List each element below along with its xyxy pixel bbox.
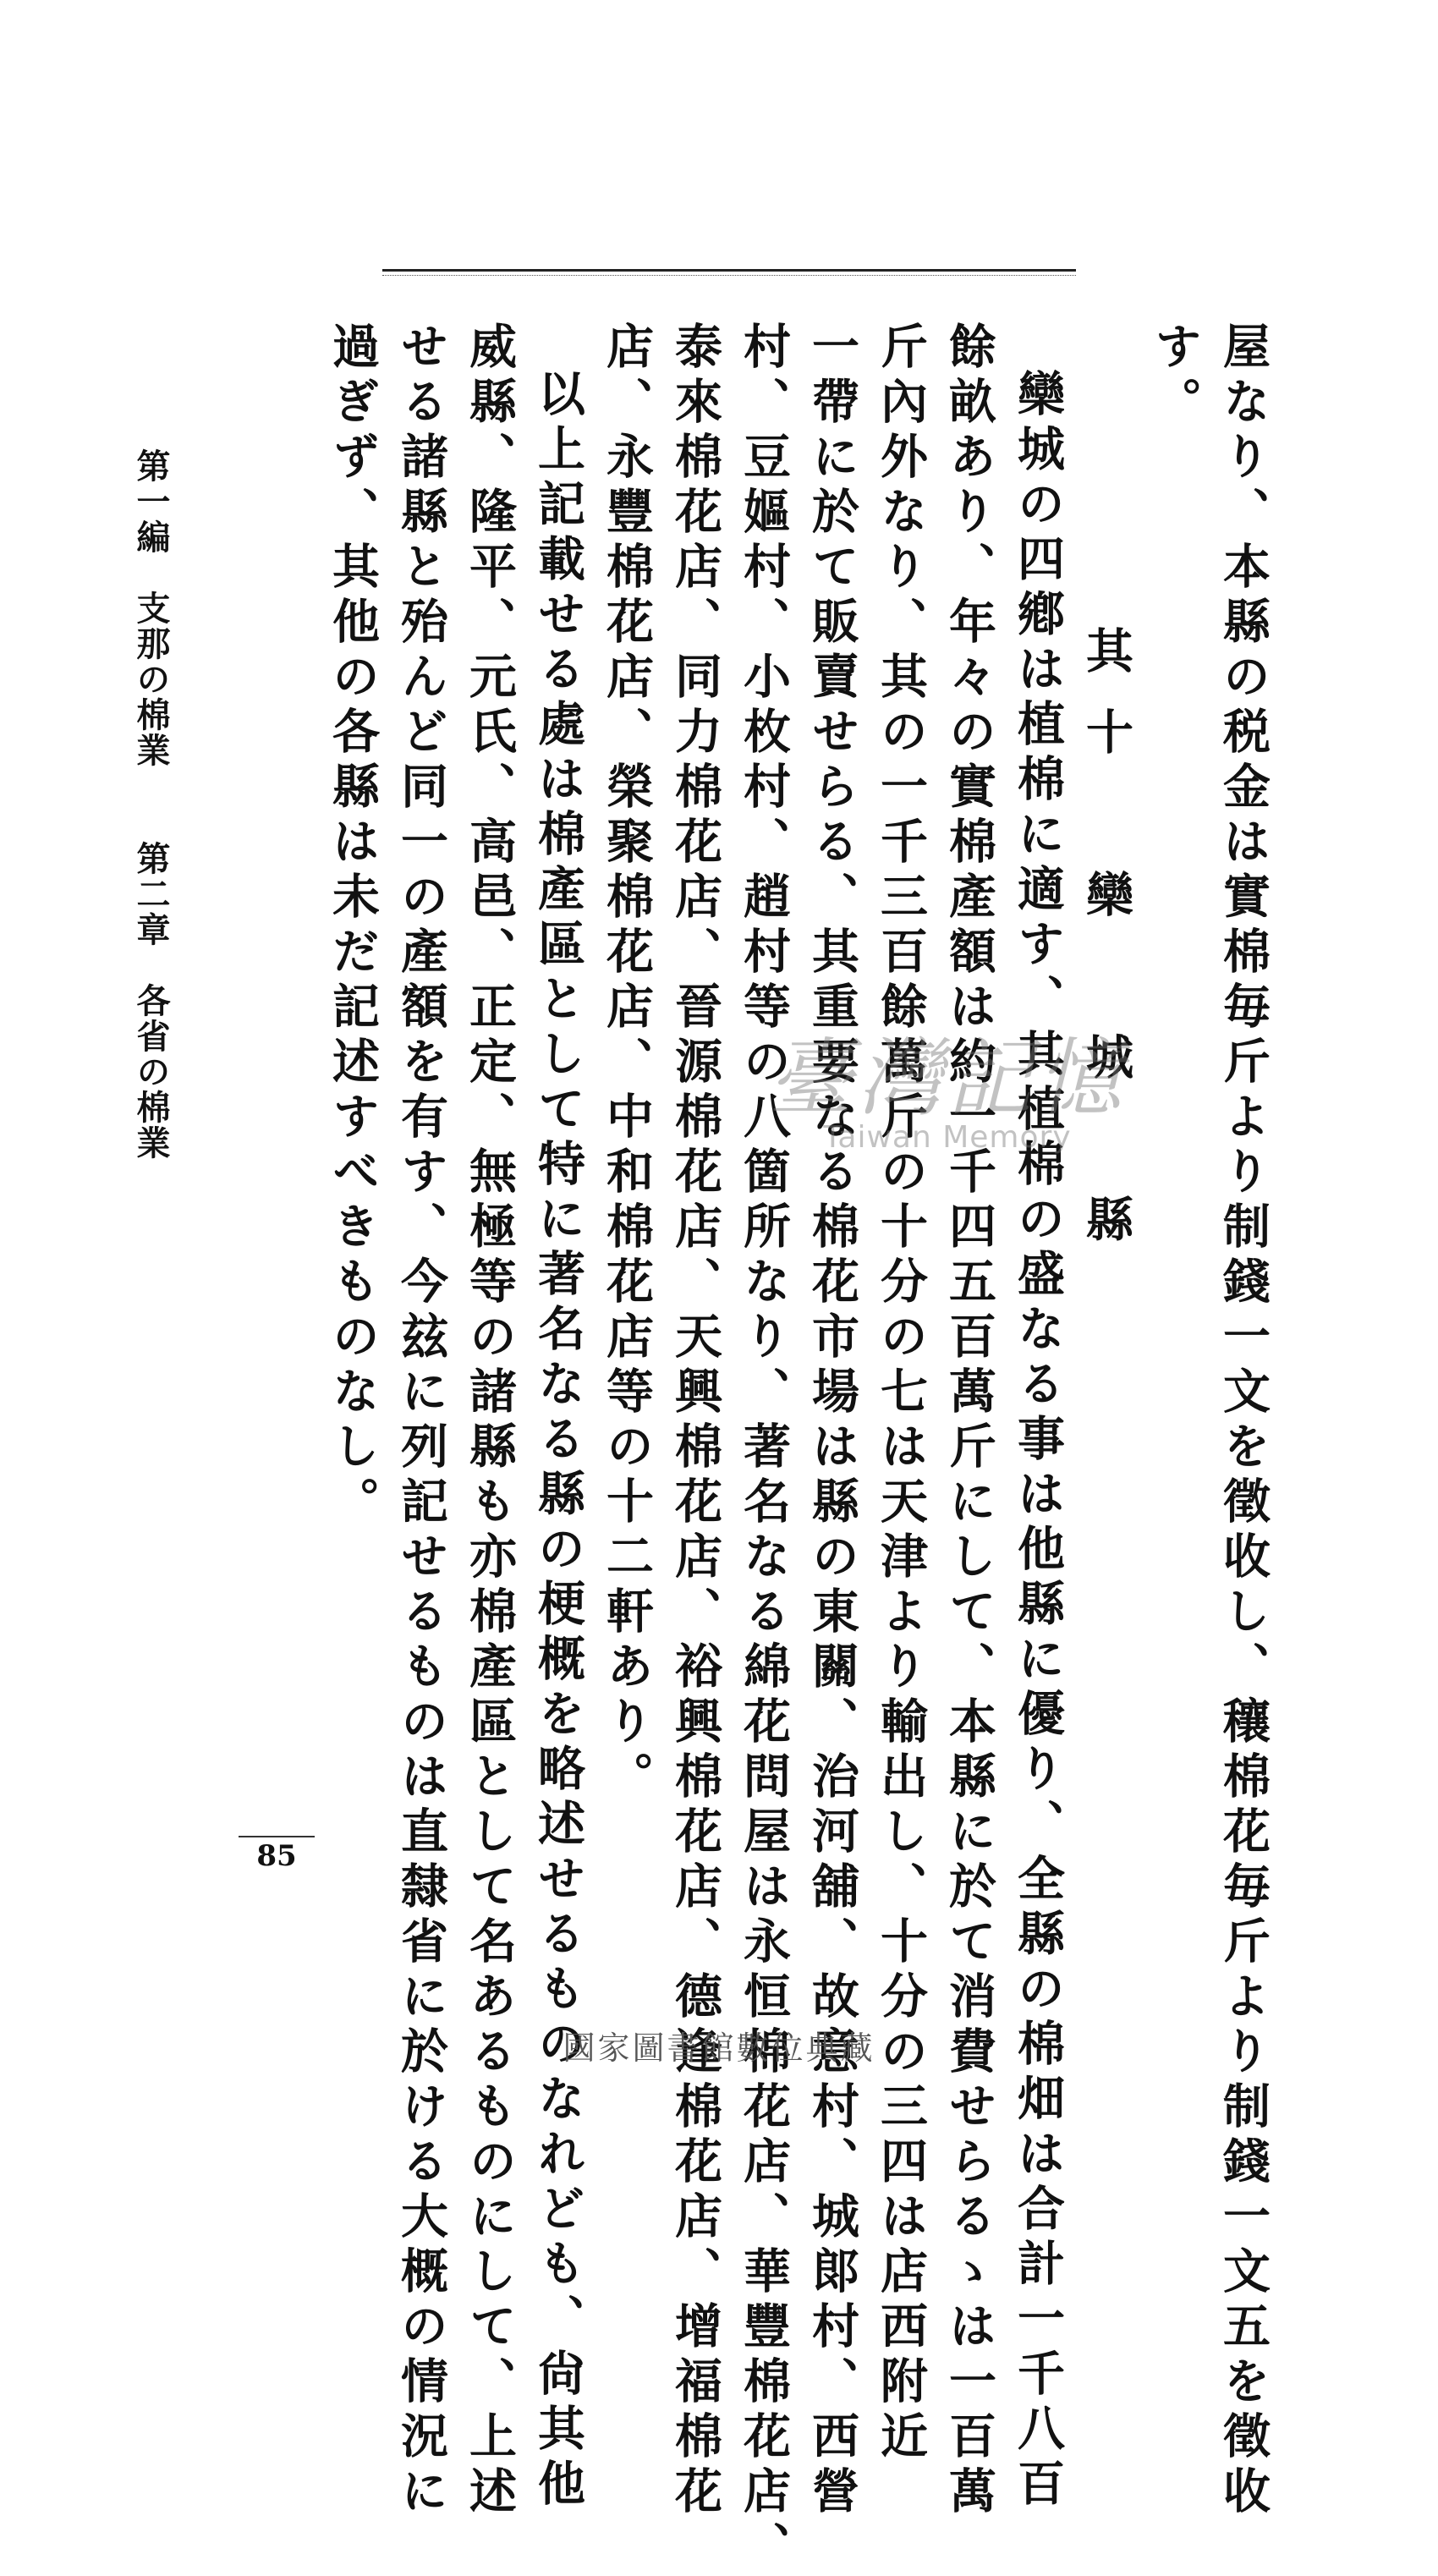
text-line: 一帶に於て販賣せらる、其重要なる棉花市場は縣の東關、治河舖、故意村、城郞村、西營 [804, 321, 860, 2521]
watermark-english: Taiwan Memory [823, 1120, 1072, 1155]
running-header [127, 448, 175, 1220]
text-line: せる諸縣と殆んど同一の產額を有す、今玆に列記せるものは直隸省に於ける大概の情況に [393, 321, 449, 2521]
text-line: 村、豆嫗村、小枚村、趙村等の八箇所なり、著名なる綿花問屋は永恒棉花店、華豐棉花店、 [736, 321, 792, 2576]
section-heading: 其十 欒 城 縣 [1078, 626, 1134, 1276]
running-header-chapter: 第二章 各省の棉業 [131, 840, 171, 1161]
top-rule-divider [382, 269, 1076, 272]
text-line: 泰來棉花店、同力棉花店、晉源棉花店、天興棉花店、裕興棉花店、德逢棉花店、增福棉花 [667, 321, 723, 2521]
text-line: 威縣、隆平、元氏、高邑、正定、無極等の諸縣も亦棉產區として名あるものにして、上述 [462, 321, 518, 2521]
page-number: 85 [239, 1836, 315, 1873]
text-line: 店、永豐棉花店、榮聚棉花店、中和棉花店等の十二軒あり。 [599, 321, 655, 1806]
text-line: 欒城の四鄕は植棉に適す、其植棉の盛なる事は他縣に優り、全縣の棉畑は合計一千八百 [1010, 369, 1066, 2513]
text-line: す。 [1147, 321, 1203, 431]
watermark-chinese: 臺灣記憶 [768, 1029, 1127, 1128]
text-line: 屋なり、本縣の税金は實棉毎斤より制錢一文を徵收し、穰棉花毎斤より制錢一文五を徵收 [1216, 321, 1271, 2521]
text-line: 餘畝あり、年々の實棉產額は約一千四五百萬斤にして、本縣に於て消費せらるゝは一百萬 [941, 321, 997, 2521]
text-line: 過ぎず、其他の各縣は未だ記述すべきものなし。 [325, 321, 381, 1531]
library-footer: 國家圖書館數位典藏 [563, 2029, 875, 2067]
text-line: 斤內外なり、其の一千三百餘萬斤の十分の七は天津より輸出し、十分の三四は店西附近 [873, 321, 929, 2466]
text-line: 以上記載せる處は棉產區として特に著名なる縣の梗概を略述せるものなれども、尙其他 [530, 369, 586, 2513]
running-header-part: 第一編 支那の棉業 [131, 448, 171, 768]
